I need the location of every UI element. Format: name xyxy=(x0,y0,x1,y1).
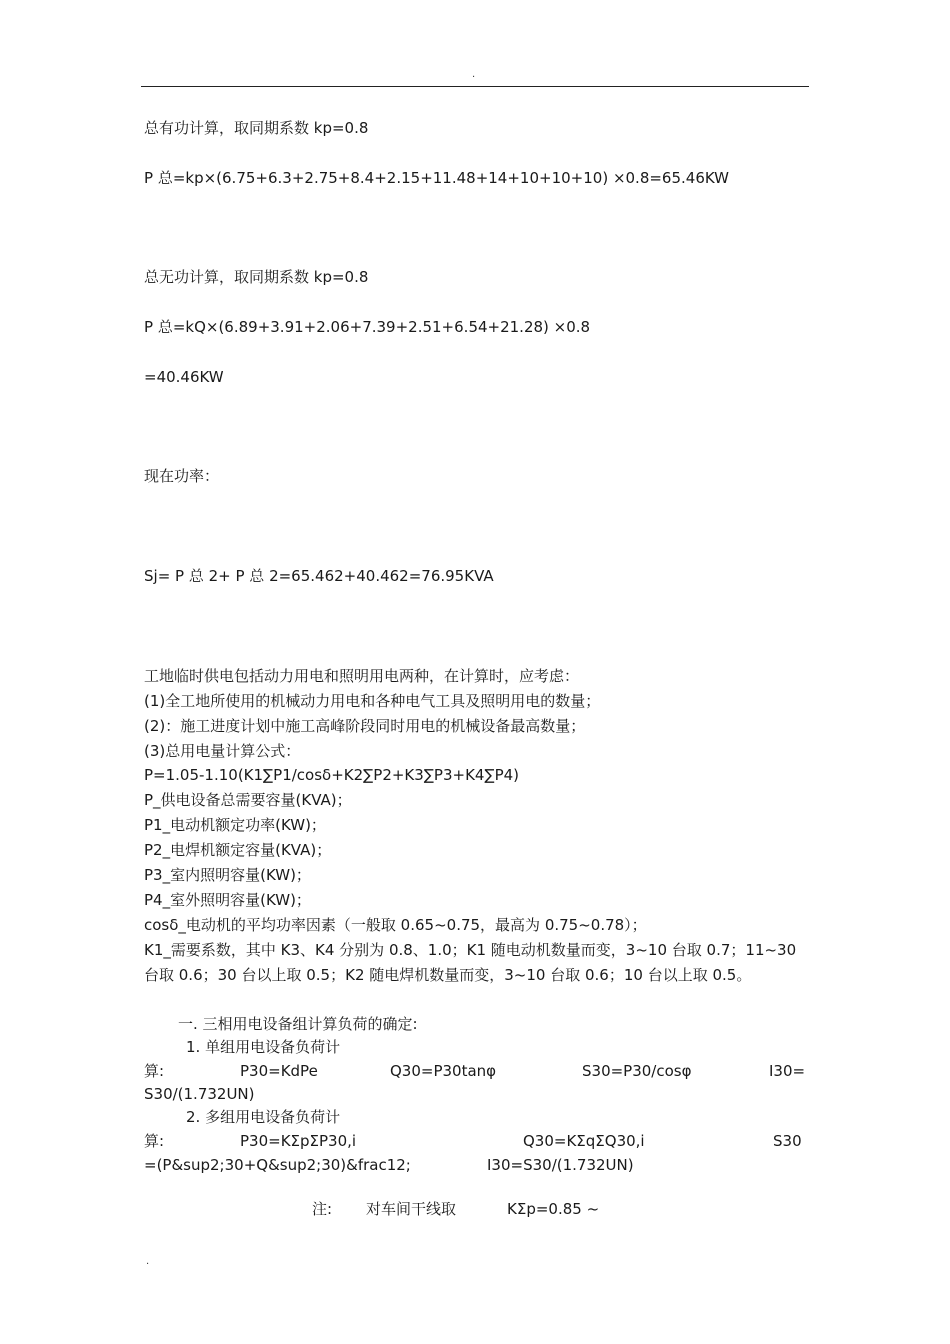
list-item-1: (1)全工地所使用的机械动力用电和各种电气工具及照明用电的数量； xyxy=(144,692,601,710)
total-power-formula: P=1.05-1.10(K1∑P1/cosδ+K2∑P2+K3∑P3+K4∑P4) xyxy=(144,766,520,784)
formula-i30-multi: I30=S30/(1.732UN) xyxy=(487,1156,634,1174)
definition-p1: P1_电动机额定功率(KW)； xyxy=(144,816,326,834)
definition-p4: P4_室外照明容量(KW)； xyxy=(144,891,311,909)
reactive-power-formula: P 总=kQ×(6.89+3.91+2.06+7.39+2.51+6.54+21.28) ×0.8 xyxy=(144,318,591,336)
note-text: 对车间干线取 xyxy=(366,1200,457,1218)
intro-paragraph: 工地临时供电包括动力用电和照明用电两种，在计算时，应考虑： xyxy=(144,667,580,685)
section-heading: 一. 三相用电设备组计算负荷的确定: xyxy=(178,1015,418,1033)
definition-cos: cosδ_电动机的平均功率因素（一般取 0.65~0.75，最高为 0.75~0.78）； xyxy=(144,916,647,934)
formula-q30-single: Q30=P30tanφ xyxy=(390,1062,497,1080)
active-power-formula: P 总=kp×(6.75+6.3+2.75+8.4+2.15+11.48+14+10+10+10) ×0.8=65.46KW xyxy=(144,169,730,187)
subsection-2-heading: 2. 多组用电设备负荷计 xyxy=(186,1108,341,1126)
calc-label-1: 算: xyxy=(144,1062,165,1080)
reactive-power-result: =40.46KW xyxy=(144,368,224,386)
note-label: 注: xyxy=(312,1200,333,1218)
formula-s30-single: S30=P30/cosφ xyxy=(582,1062,692,1080)
formula-s30-multi-start: S30 xyxy=(773,1132,802,1150)
subsection-1-heading: 1. 单组用电设备负荷计 xyxy=(186,1038,341,1056)
definition-p2: P2_电焊机额定容量(KVA)； xyxy=(144,841,332,859)
header-mark: . xyxy=(472,69,476,80)
note-coefficient: KΣp=0.85 ~ xyxy=(507,1200,600,1218)
formula-p30-multi: P30=KΣpΣP30,i xyxy=(240,1132,357,1150)
definition-k1-line2: 台取 0.6；30 台以上取 0.5；K2 随电焊机数量而变，3~10 台取 0.6；10 台以上取 0.5。 xyxy=(144,966,752,984)
definition-p: P_供电设备总需要容量(KVA)； xyxy=(144,791,352,809)
formula-q30-multi: Q30=KΣqΣQ30,i xyxy=(523,1132,645,1150)
apparent-power-formula: Sj= P 总 2+ P 总 2=65.462+40.462=76.95KVA xyxy=(144,567,494,585)
footer-mark: . xyxy=(146,1256,150,1267)
definition-p3: P3_室内照明容量(KW)； xyxy=(144,866,311,884)
list-item-2: (2)：施工进度计划中施工高峰阶段同时用电的机械设备最高数量； xyxy=(144,717,586,735)
formula-p30-single: P30=KdPe xyxy=(240,1062,318,1080)
list-item-3: (3)总用电量计算公式： xyxy=(144,742,301,760)
formula-i30-end: S30/(1.732UN) xyxy=(144,1085,255,1103)
active-power-heading: 总有功计算，取同期系数 kp=0.8 xyxy=(144,119,369,137)
definition-k1-line1: K1_需要系数，其中 K3、K4 分别为 0.8、1.0；K1 随电动机数量而变，3~10 台取 0.7；11~30 xyxy=(144,941,797,959)
current-power-heading: 现在功率： xyxy=(144,467,220,485)
calc-label-2: 算: xyxy=(144,1132,165,1150)
header-rule xyxy=(141,86,809,87)
formula-i30-start: I30= xyxy=(769,1062,806,1080)
reactive-power-heading: 总无功计算，取同期系数 kp=0.8 xyxy=(144,268,369,286)
formula-s30-multi-end: =(P&sup2;30+Q&sup2;30)&frac12; xyxy=(144,1156,411,1174)
